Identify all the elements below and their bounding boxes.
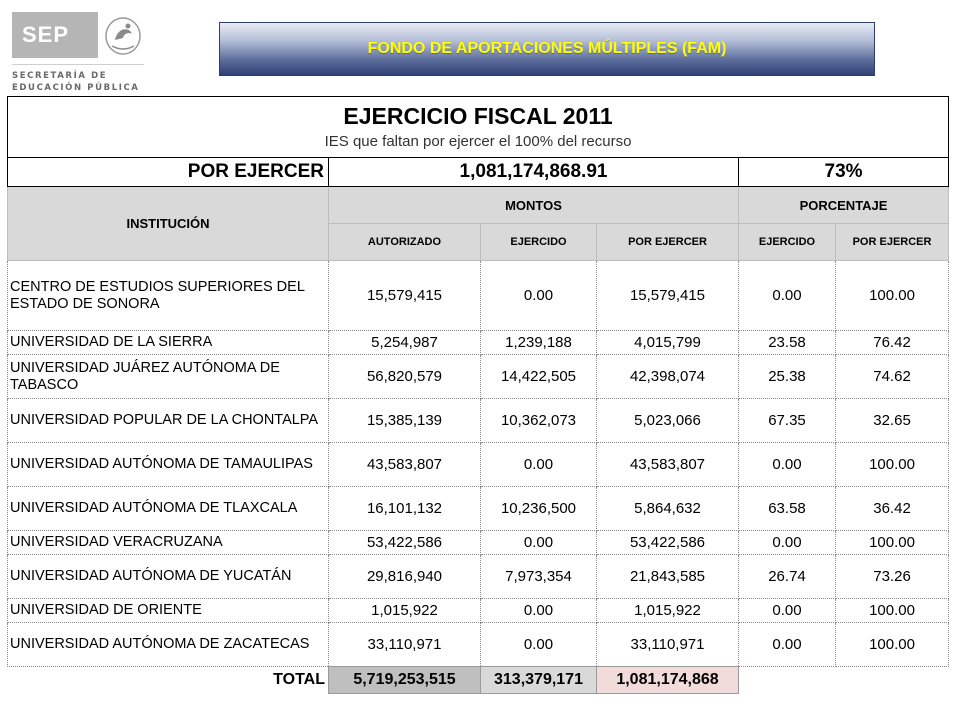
row-pct-por-ejercer: 100.00 [836,443,949,487]
row-por-ejercer: 4,015,799 [597,331,739,355]
row-pct-ejercido: 67.35 [739,399,836,443]
row-ejercido: 0.00 [481,623,597,667]
logo-divider [12,64,144,65]
summary-percent: 73% [739,158,949,187]
column-group-header [8,187,949,224]
row-por-ejercer: 53,422,586 [597,531,739,555]
row-por-ejercer: 1,015,922 [597,599,739,623]
row-por-ejercer: 33,110,971 [597,623,739,667]
summary-amount: 1,081,174,868.91 [329,158,739,187]
row-pct-ejercido: 0.00 [739,261,836,331]
row-autorizado: 56,820,579 [329,355,481,399]
row-institucion: UNIVERSIDAD POPULAR DE LA CHONTALPA [8,399,329,443]
header-montos: MONTOS [329,187,739,224]
row-ejercido: 7,973,354 [481,555,597,599]
row-por-ejercer: 15,579,415 [597,261,739,331]
row-ejercido: 0.00 [481,261,597,331]
fiscal-year-subtitle: IES que faltan por ejercer el 100% del recurso [324,133,632,150]
header-porcentaje: PORCENTAJE [739,187,949,224]
sep-logo [12,10,144,98]
row-pct-por-ejercer: 100.00 [836,623,949,667]
row-pct-por-ejercer: 100.00 [836,261,949,331]
row-institucion: UNIVERSIDAD DE LA SIERRA [8,331,329,355]
row-pct-ejercido: 0.00 [739,623,836,667]
row-por-ejercer: 42,398,074 [597,355,739,399]
row-ejercido: 0.00 [481,443,597,487]
header-pct-ejercido: EJERCIDO [739,224,836,261]
table-row [8,399,949,443]
title-banner [219,22,875,76]
row-pct-ejercido: 23.58 [739,331,836,355]
table-row [8,555,949,599]
row-pct-ejercido: 0.00 [739,531,836,555]
row-institucion: UNIVERSIDAD VERACRUZANA [8,531,329,555]
header-pct-por-ejercer: POR EJERCER [836,224,949,261]
row-pct-por-ejercer: 100.00 [836,531,949,555]
row-institucion: UNIVERSIDAD AUTÓNOMA DE TAMAULIPAS [8,443,329,487]
row-autorizado: 15,579,415 [329,261,481,331]
table-row [8,261,949,331]
row-institucion: UNIVERSIDAD DE ORIENTE [8,599,329,623]
row-autorizado: 53,422,586 [329,531,481,555]
table-row [8,443,949,487]
row-autorizado: 33,110,971 [329,623,481,667]
row-por-ejercer: 5,864,632 [597,487,739,531]
sep-logo-box [12,12,98,58]
logo-subtitle-line1: SECRETARÍA DE [12,71,108,81]
sep-logo-text: SEP [22,22,70,47]
row-pct-por-ejercer: 73.26 [836,555,949,599]
table-title-row [8,97,949,158]
table-title-cell [8,97,949,158]
row-ejercido: 10,236,500 [481,487,597,531]
table-row [8,331,949,355]
row-pct-ejercido: 25.38 [739,355,836,399]
row-por-ejercer: 5,023,066 [597,399,739,443]
row-pct-ejercido: 26.74 [739,555,836,599]
mexican-seal-icon [102,12,144,58]
table-row [8,531,949,555]
summary-label: POR EJERCER [8,158,329,187]
row-pct-por-ejercer: 100.00 [836,599,949,623]
row-autorizado: 5,254,987 [329,331,481,355]
row-ejercido: 1,239,188 [481,331,597,355]
row-institucion: UNIVERSIDAD AUTÓNOMA DE ZACATECAS [8,623,329,667]
total-row [8,667,949,694]
summary-row [8,158,949,187]
header-ejercido: EJERCIDO [481,224,597,261]
row-ejercido: 0.00 [481,599,597,623]
banner-title: FONDO DE APORTACIONES MÚLTIPLES (FAM) [367,40,727,57]
row-pct-ejercido: 63.58 [739,487,836,531]
total-autorizado: 5,719,253,515 [329,667,481,694]
logo-subtitle [12,70,140,94]
row-pct-por-ejercer: 76.42 [836,331,949,355]
header-institucion: INSTITUCIÓN [8,187,329,261]
table-row [8,623,949,667]
logo-subtitle-line2: EDUCACIÓN PÚBLICA [12,83,140,93]
row-autorizado: 16,101,132 [329,487,481,531]
row-institucion: UNIVERSIDAD JUÁREZ AUTÓNOMA DE TABASCO [8,355,329,399]
total-label: TOTAL [273,671,325,689]
row-ejercido: 14,422,505 [481,355,597,399]
row-pct-ejercido: 0.00 [739,443,836,487]
total-ejercido: 313,379,171 [481,667,597,694]
row-autorizado: 43,583,807 [329,443,481,487]
table-row [8,487,949,531]
row-institucion: UNIVERSIDAD AUTÓNOMA DE TLAXCALA [8,487,329,531]
fam-table [7,96,949,694]
row-autorizado: 29,816,940 [329,555,481,599]
row-pct-por-ejercer: 74.62 [836,355,949,399]
total-por-ejercer: 1,081,174,868 [597,667,739,694]
table-row [8,599,949,623]
row-institucion: CENTRO DE ESTUDIOS SUPERIORES DEL ESTADO DE SONORA [8,261,329,331]
row-ejercido: 0.00 [481,531,597,555]
total-empty [739,667,836,694]
header-autorizado: AUTORIZADO [329,224,481,261]
row-pct-ejercido: 0.00 [739,599,836,623]
table-row [8,355,949,399]
row-pct-por-ejercer: 36.42 [836,487,949,531]
total-empty [836,667,949,694]
fiscal-year-title: EJERCICIO FISCAL 2011 [343,103,613,129]
row-autorizado: 15,385,139 [329,399,481,443]
row-institucion: UNIVERSIDAD AUTÓNOMA DE YUCATÁN [8,555,329,599]
row-pct-por-ejercer: 32.65 [836,399,949,443]
row-autorizado: 1,015,922 [329,599,481,623]
row-ejercido: 10,362,073 [481,399,597,443]
row-por-ejercer: 21,843,585 [597,555,739,599]
row-por-ejercer: 43,583,807 [597,443,739,487]
header-por-ejercer: POR EJERCER [597,224,739,261]
